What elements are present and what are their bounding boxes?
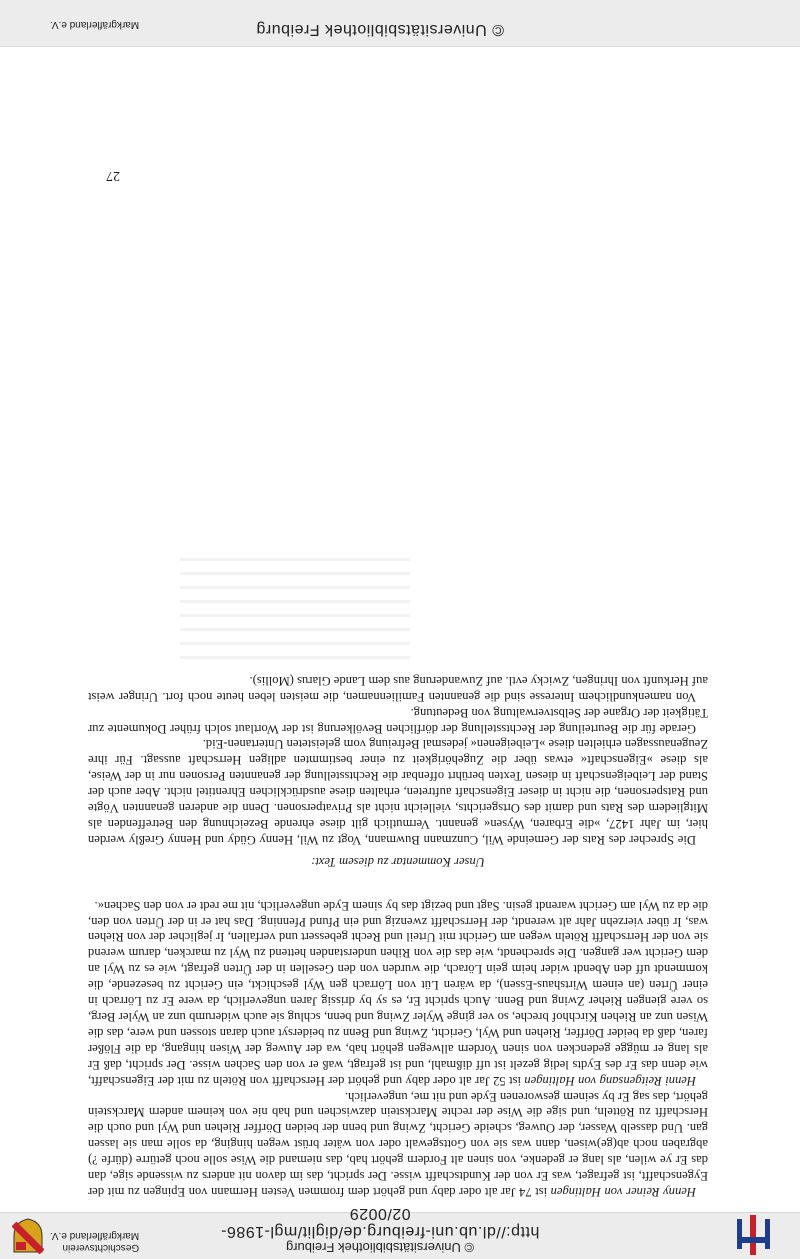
paragraph-lead: Henny Reiner von Haltingen: [550, 1185, 696, 1199]
paragraph-commentary: Die Sprecher des Rats der Gemeinde Wil, Cunzmann Buwmann, Vogt zu Wil, Henny Güdy und Henny Greßly werden hier, im Jahr 1427, »die Erbaren, Wysen« genannt. Vermutlich gilt diese ehrende Bezeichnung den Betreffenden als Mitgliedern des Rats und damit des Ortsgerichts, vielleicht nicht als Privatpersonen. Denn die anderen genannten Vögte und Ratspersonen, die nicht in dieser Eigenschaft auftreten, erhalten diese ausdrücklichen Ehrentitel nicht. Aber auch der Stand der Leibeigenschaft in diesen Texten berührt offenbar die Rechtsstellung der genannten Personen nur in der Weise, als diese »Eigenschaft« etwas über die Zugehörigkeit zu einer bestimmten adligen Herrschaft aussagt. Für ihre Zeugenaussagen erhielten diese »Leibeigenen« jedesmal Befreiung vom geleisteten Untertanen-Eid.: [88, 737, 708, 847]
paragraph-namenkunde: Von namenkundlichem Interesse sind die genannten Familiennamen, die meisten leben heute noch fort. Uringer weist auf Herkunft von Ihringen, Zwicky evtl. auf Zuwanderung aus dem Lande Glarus (Mollis).: [88, 673, 708, 704]
bottom-banner: [0, 0, 800, 47]
society-crest-icon: [12, 1218, 44, 1254]
page-number: 27: [106, 168, 120, 183]
commentary-heading: Unser Kommentar zu diesem Text:: [311, 854, 485, 869]
library-credit: © Universitätsbibliothek Freiburg: [285, 1240, 475, 1255]
society-name: Geschichtsverein Markgräflerland e.V.: [50, 1230, 140, 1253]
page-text: [88, 672, 708, 1199]
society-name: Markgräflerland e.V.: [50, 19, 140, 30]
paragraph-lead: Henni Reitgensang von Haltingen: [524, 1073, 696, 1088]
top-banner: [0, 1205, 800, 1259]
library-credit: © Universitätsbibliothek Freiburg: [256, 21, 504, 38]
paragraph-reitgensang: Henni Reitgensang von Haltingen ist 52 Jar alt oder daby und gehört der Herschafft von Röteln zu mit der Eigenschafft, wie denn das Er des Eydts ledig gezelt ist uff dißmahl, und ist gefragt, waß er von den Sachen wisse. Der spricht, daß Er als lang er mügge gedencken von sinen Vordern allwegen gehört hab, wa der Auweg der Wisen hingang, da die Flößer faren, daß da beider Dörffer, Riehen und Wyl, Gericht, Zwing und Benn zu beidersyt auch daran stossen und were, das die Wisen unz an Riehen Kirchhof breche, so ver ginge Wyler Zwing und benn, schlug sie auch widerumb unz an Wyler Berg, so vere giengen Rieher Zwing und Benn. Auch spricht Er, es sy by drissig Jaren ungeverlich, da were Er zu Lörrach in einer Ürten (an einem Wirtshaus-Essen), da wären Lüt von Lörrach gen Wyl geschickt, ein Gericht zu besezende, die kommendt uff den Abendt wider heim gein Lörach, die wurden von den Gesellen in der Ürten gefragt, wie es zu Wyl an dem Gericht wer gangen. Die sprechendt, wie das die von Rihen understanden hettend zu Wyl zu marcken, darum werend sie von der Herrschafft Röteln wegen am Gericht mit Urteil und Recht gebessert und verfallen, Ir jeglicher der von Riehen was, Ir über vierzehn Jahr alt werendt, der Herrschafft zwenzig und ein Pfund Pfenning. Das hat er in der Ürten von den, die da zu Wyl am Gericht warendt gesin. Sagt und bezigt das by sinem Eyde ungeverlich, nit me redt er von den Sachen«.: [87, 898, 708, 1088]
bleed-through-shadow: [180, 549, 410, 659]
document-url[interactable]: http://dl.ub.uni-freiburg.de/diglit/mgl-1986-02/0029: [220, 1205, 540, 1240]
ub-freiburg-logo-icon: [720, 1215, 780, 1255]
paragraph-rechtsstellung: Gerade für die Beurteilung der Rechtsstellung der dörflichen Bevölkerung ist der Wortlaut solch früher Dokumente zur Tätigkeit der Organe der Selbstverwaltung von Bedeutung.: [88, 705, 708, 736]
paragraph-reiner: Henny Reiner von Haltingen ist 74 Jar alt oder daby und gehört dem frommen Vesten Hermann von Epingen zu mit der Eygenschafft, ist gefraget, was Er von der Kundtschafft wisse. Der spricht, das im davon nit anders zu wissende sige, dan das Er ye wilen, als lang er gedenke, von sinen alt Fordern gehört hab, das niemand die Wise solle noch getürre (dürfe ?) abgraben noch ab(ge)wisen, dann was sie von Gottsgewalt oder von wäter brüst wegen hinging, da solle man sie lassen gan. Und dasselb Wasser, der Ouweg, scheide Gericht, Zwing und benn der beiden Dörffer Riehen und Wyl und ouch die Herschafft zu Rötteln, und sige die Wise der rechte Marckstein dazwischen und hab nie von keinem andern Marckstein gehört, das sag Er by seinem gesworenen Eyde und nit me, ungeverlich.: [88, 1089, 708, 1199]
